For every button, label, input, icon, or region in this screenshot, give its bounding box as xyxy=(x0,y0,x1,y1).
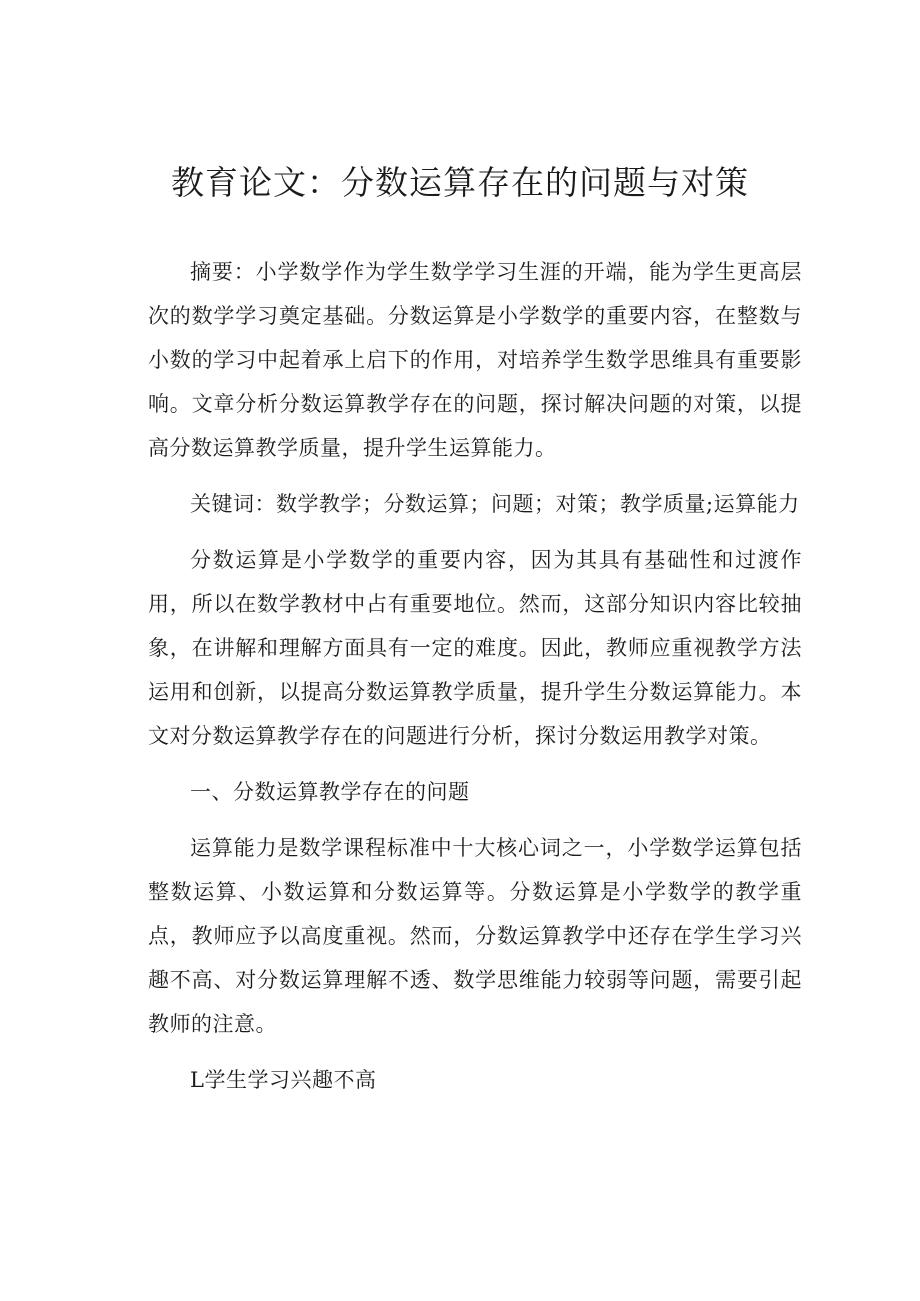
document-title: 教育论文：分数运算存在的问题与对策 xyxy=(171,163,749,202)
section-heading-1: 一、分数运算教学存在的问题 xyxy=(190,780,470,804)
section-1-paragraph: 运算能力是数学课程标准中十大核心词之一，小学数学运算包括整数运算、小数运算和分数运算等。分数运算是小学数学的教学重点，教师应予以高度重视。然而，分数运算教学中还存在学生学习兴趣不高、对分数运算理解不透、数学思维能力较弱等问题，需要引起教师的注意。 xyxy=(148,836,802,1036)
abstract-paragraph: 摘要：小学数学作为学生数学学习生涯的开端，能为学生更高层次的数学学习奠定基础。分数运算是小学数学的重要内容，在整数与小数的学习中起着承上启下的作用，对培养学生数学思维具有重要影响。文章分析分数运算教学存在的问题，探讨解决问题的对策，以提高分数运算教学质量，提升学生运算能力。 xyxy=(148,260,802,460)
document-body xyxy=(148,250,802,1114)
keywords-paragraph: 关键词：数学教学；分数运算；问题；对策；教学质量;运算能力 xyxy=(190,492,800,516)
intro-paragraph: 分数运算是小学数学的重要内容，因为其具有基础性和过渡作用，所以在数学教材中占有重要地位。然而，这部分知识内容比较抽象，在讲解和理解方面具有一定的难度。因此，教师应重视教学方法运用和创新，以提高分数运算教学质量，提升学生分数运算能力。本文对分数运算教学存在的问题进行分析，探讨分数运用教学对策。 xyxy=(148,548,802,748)
subsection-heading-1: L学生学习兴趣不高 xyxy=(190,1068,377,1092)
